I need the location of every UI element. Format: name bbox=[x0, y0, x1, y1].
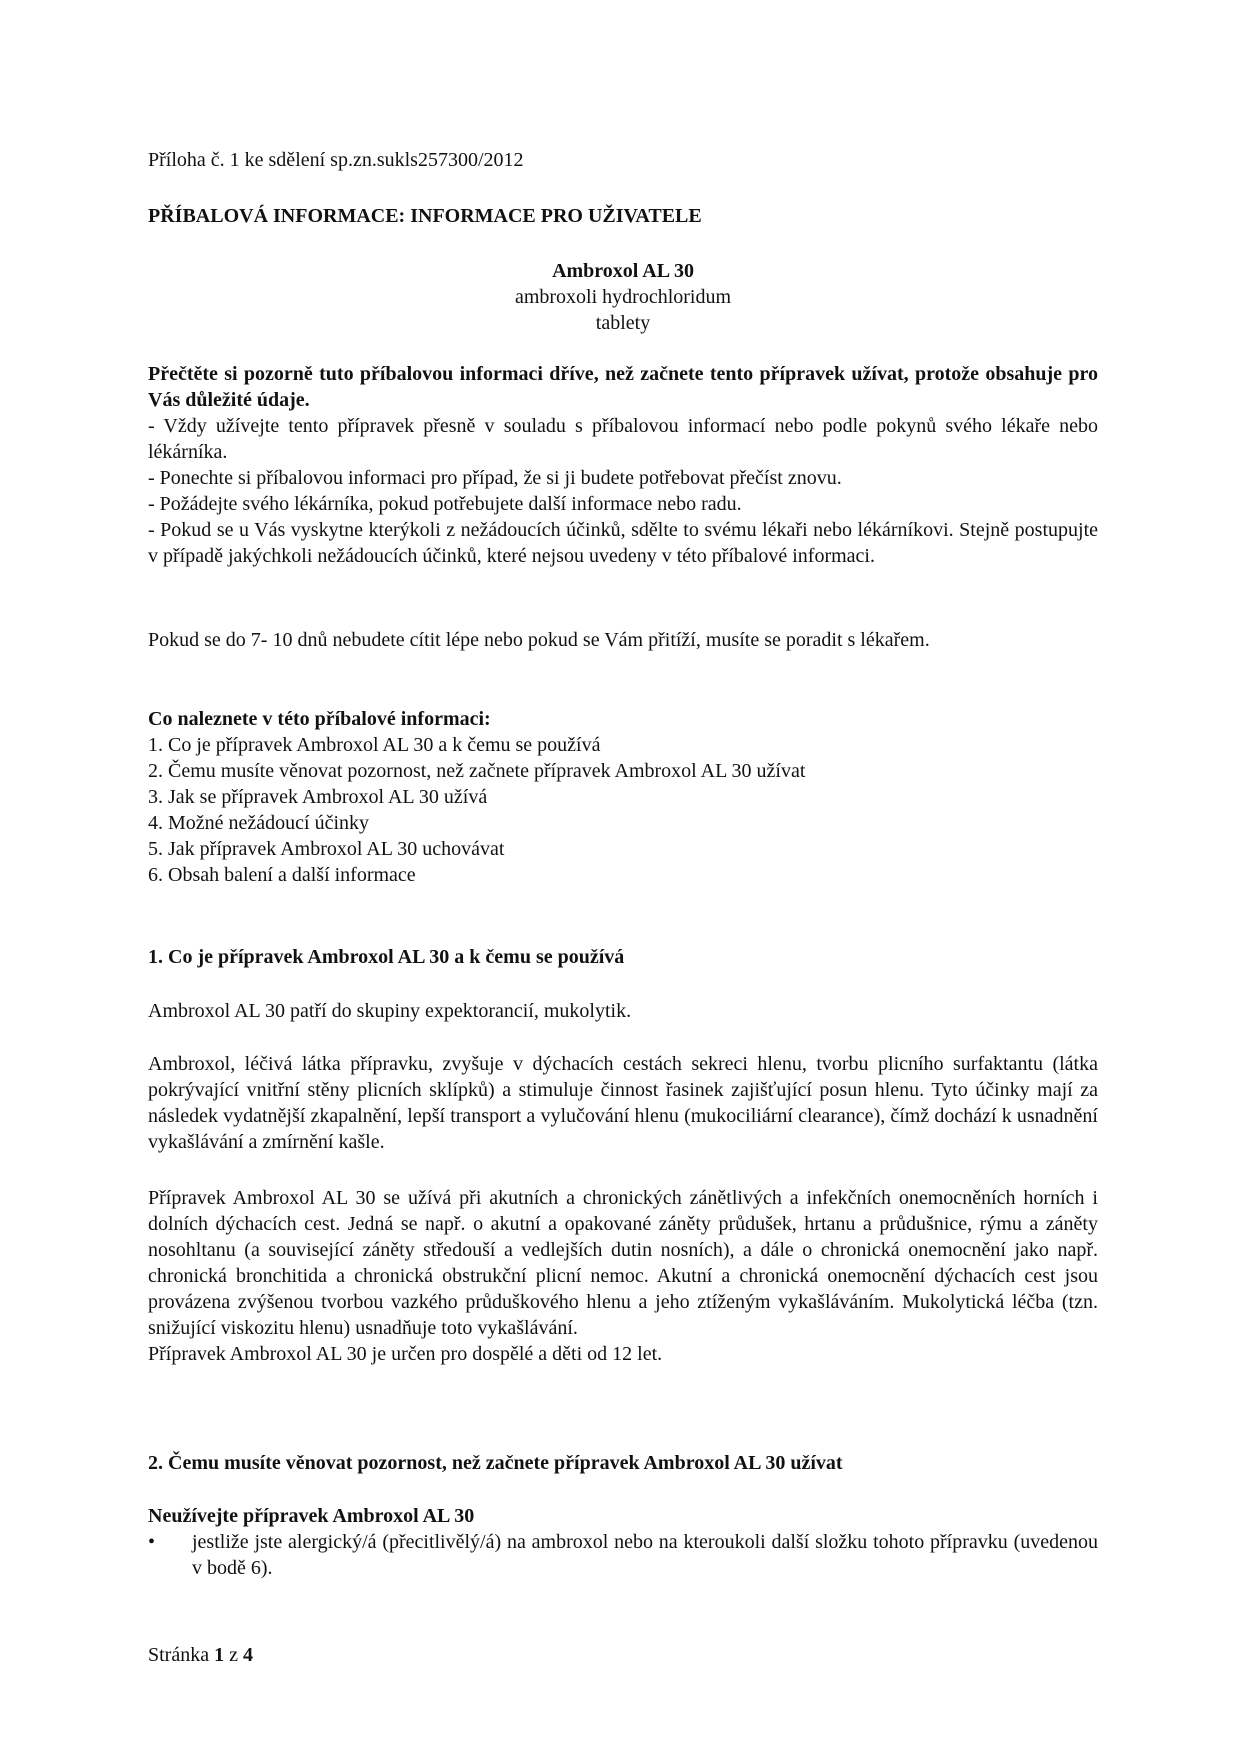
toc-item: 2. Čemu musíte věnovat pozornost, než začnete přípravek Ambroxol AL 30 užívat bbox=[148, 760, 806, 782]
product-header bbox=[148, 258, 1098, 336]
intro-item: - Požádejte svého lékárníka, pokud potřebujete další informace nebo radu. bbox=[148, 493, 742, 515]
toc-item: 3. Jak se přípravek Ambroxol AL 30 užívá bbox=[148, 786, 488, 808]
section1-paragraph: Ambroxol AL 30 patří do skupiny expektorancií, mukolytik. bbox=[148, 1000, 632, 1022]
toc-item: 1. Co je přípravek Ambroxol AL 30 a k čemu se používá bbox=[148, 734, 601, 756]
footer-mid: z bbox=[224, 1644, 243, 1666]
toc-item: 5. Jak přípravek Ambroxol AL 30 uchovávat bbox=[148, 838, 505, 860]
dosage-form: tablety bbox=[595, 312, 651, 334]
footer-page-number: 1 bbox=[214, 1644, 225, 1666]
intro-warning: Přečtěte si pozorně tuto příbalovou informaci dříve, než začnete tento přípravek užívat, protože obsahuje pro Vás důležité údaje. bbox=[148, 363, 1098, 411]
toc-item: 4. Možné nežádoucí účinky bbox=[148, 812, 370, 834]
footer-page-total: 4 bbox=[242, 1644, 253, 1666]
section2-subheading: Neužívejte přípravek Ambroxol AL 30 bbox=[148, 1505, 475, 1527]
product-name: Ambroxol AL 30 bbox=[552, 260, 694, 282]
page-footer bbox=[148, 1642, 1098, 1668]
section1-indications bbox=[148, 1185, 1098, 1367]
intro-item: - Pokud se u Vás vyskytne kterýkoli z nežádoucích účinků, sdělte to svému lékaři nebo lékárníkovi. Stejně postupujte v případě jakýchkoli nežádoucích účinků, které nejsou uvedeny v této příbalové informaci. bbox=[148, 519, 1098, 567]
intro-note: Pokud se do 7- 10 dnů nebudete cítit lépe nebo pokud se Vám přitíží, musíte se poradit s lékařem. bbox=[148, 629, 930, 651]
toc-item: 6. Obsah balení a další informace bbox=[148, 864, 416, 886]
table-of-contents bbox=[148, 706, 1098, 888]
intro-block bbox=[148, 361, 1098, 569]
bullet-icon: • bbox=[148, 1531, 156, 1553]
section1-paragraph: Přípravek Ambroxol AL 30 se užívá při akutních a chronických zánětlivých a infekčních onemocněních horních i dolních dýchacích cest. Jedná se např. o akutní a opakované záněty průdušek, hrtanu a průdušnice, rýmu a záněty nosohltanu (a související záněty středouší a vedlejších dutin nosních), a dále o chronická onemocnění jako např. chronická bronchitida a chronická obstrukční plicní nemoc. Akutní a chronická onemocnění dýchacích cest jsou provázena zvýšenou tvorbou vazkého průduškového hlenu a jeho ztíženým vykašláváním. Mukolytická léčba (tzn. snižující viskozitu hlenu) usnadňuje toto vykašlávání. bbox=[148, 1187, 1098, 1339]
active-substance: ambroxoli hydrochloridum bbox=[514, 286, 732, 308]
intro-item: - Vždy užívejte tento přípravek přesně v souladu s příbalovou informací nebo podle pokynů svého lékaře nebo lékárníka. bbox=[148, 415, 1098, 463]
intro-item: - Ponechte si příbalovou informaci pro případ, že si ji budete potřebovat přečíst znovu. bbox=[148, 467, 842, 489]
section1-paragraph: Přípravek Ambroxol AL 30 je určen pro dospělé a děti od 12 let. bbox=[148, 1343, 663, 1365]
toc-heading: Co naleznete v této příbalové informaci: bbox=[148, 708, 491, 730]
section2-heading: 2. Čemu musíte věnovat pozornost, než začnete přípravek Ambroxol AL 30 užívat bbox=[148, 1452, 843, 1474]
document-title: PŘÍBALOVÁ INFORMACE: INFORMACE PRO UŽIVATELE bbox=[148, 205, 702, 227]
annex-reference: Příloha č. 1 ke sdělení sp.zn.sukls257300/2012 bbox=[148, 149, 524, 171]
bullet-item bbox=[148, 1529, 1098, 1581]
footer-prefix: Stránka bbox=[148, 1644, 215, 1666]
bullet-text: jestliže jste alergický/á (přecitlivělý/á) na ambroxol nebo na kteroukoli další složku tohoto přípravku (uvedenou v bodě 6). bbox=[192, 1531, 1098, 1579]
section2-contraindications bbox=[148, 1503, 1098, 1581]
section1-heading: 1. Co je přípravek Ambroxol AL 30 a k čemu se používá bbox=[148, 946, 625, 968]
section1-paragraph: Ambroxol, léčivá látka přípravku, zvyšuje v dýchacích cestách sekreci hlenu, tvorbu plicního surfaktantu (látka pokrývající vnitřní stěny plicních sklípků) a stimuluje činnost řasinek zajišťující posun hlenu. Tyto účinky mají za následek vydatnější zkapalnění, lepší transport a vylučování hlenu (mukociliární clearance), čímž dochází k usnadnění vykašlávání a zmírnění kašle. bbox=[148, 1053, 1098, 1153]
